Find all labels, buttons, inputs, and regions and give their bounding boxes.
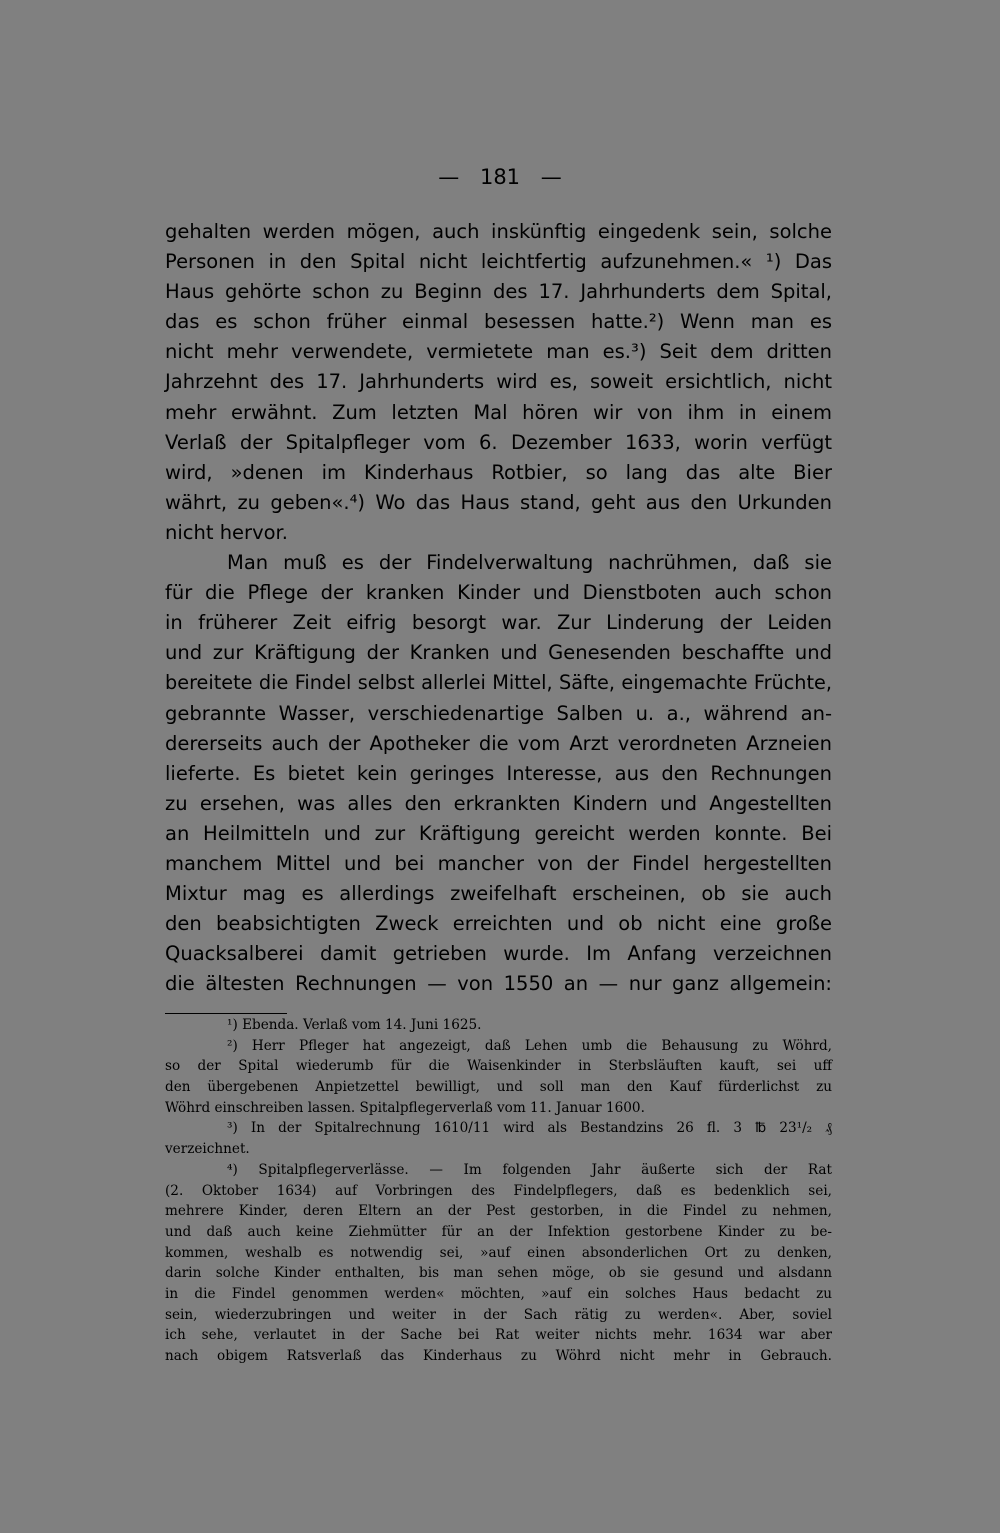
footnote-line: so der Spital wiederumb für die Waisenkinder in Sterbsläuften kauft, sei uff — [165, 1058, 832, 1075]
body-line: an Heilmitteln und zur Kräftigung gereicht werden konnte. Bei — [165, 821, 832, 845]
body-line: zu ersehen, was alles den erkrankten Kindern und Angestellten — [165, 791, 832, 815]
body-line: bereitete die Findel selbst allerlei Mittel, Säfte, eingemachte Früchte, — [165, 671, 832, 695]
body-line: währt, zu geben«.⁴) Wo das Haus stand, geht aus den Urkunden — [165, 490, 832, 514]
footnote-line: ³) In der Spitalrechnung 1610/11 wird als Bestandzins 26 fl. 3 ℔ 23¹/₂ ₰ — [227, 1120, 832, 1137]
body-line: und zur Kräftigung der Kranken und Genesenden beschaffte und — [165, 641, 832, 665]
body-line: mehr erwähnt. Zum letzten Mal hören wir von ihm in einem — [165, 400, 832, 424]
body-line: Quacksalberei damit getrieben wurde. Im Anfang verzeichnen — [165, 942, 832, 966]
body-line: wird, »denen im Kinderhaus Rotbier, so lang das alte Bier — [165, 460, 832, 484]
footnote-line: darin solche Kinder enthalten, bis man sehen möge, ob sie gesund und alsdann — [165, 1265, 832, 1282]
body-line: dererseits auch der Apotheker die vom Arzt verordneten Arzneien — [165, 731, 832, 755]
footnote-line: mehrere Kinder, deren Eltern an der Pest gestorben, in die Findel zu nehmen, — [165, 1203, 832, 1220]
body-line: die ältesten Rechnungen — von 1550 an — nur ganz allgemein: — [165, 972, 832, 996]
body-line: nicht mehr verwendete, vermietete man es.³) Seit dem dritten — [165, 340, 832, 364]
footnote-line: ich sehe, verlautet in der Sache bei Rat weiter nichts mehr. 1634 war aber — [165, 1327, 832, 1344]
footnote-line: ²) Herr Pfleger hat angezeigt, daß Lehen umb die Behausung zu Wöhrd, — [227, 1037, 832, 1054]
footnote-line: Wöhrd einschreiben lassen. Spitalpflegerverlaß vom 11. Januar 1600. — [165, 1099, 645, 1116]
footnote-line: verzeichnet. — [165, 1141, 250, 1158]
footnote-line: sein, wiederzubringen und weiter in der Sach rätig zu werden«. Aber, soviel — [165, 1306, 832, 1323]
body-line: Man muß es der Findelverwaltung nachrühmen, daß sie — [227, 551, 832, 575]
body-line: lieferte. Es bietet kein geringes Interesse, aus den Rechnungen — [165, 761, 832, 785]
body-line: Mixtur mag es allerdings zweifelhaft erscheinen, ob sie auch — [165, 882, 832, 906]
page-number: — 181 — — [438, 165, 562, 189]
body-line: das es schon früher einmal besessen hatte.²) Wenn man es — [165, 310, 832, 334]
body-line: Verlaß der Spitalpfleger vom 6. Dezember 1633, worin verfügt — [165, 430, 832, 454]
body-line: gebrannte Wasser, verschiedenartige Salben u. a., während an- — [165, 701, 832, 725]
body-line: Haus gehörte schon zu Beginn des 17. Jahrhunderts dem Spital, — [165, 280, 832, 304]
footnote-line: nach obigem Ratsverlaß das Kinderhaus zu Wöhrd nicht mehr in Gebrauch. — [165, 1348, 832, 1364]
footnotes — [165, 1015, 832, 1367]
body-text — [165, 217, 832, 999]
footnote-line: ¹) Ebenda. Verlaß vom 14. Juni 1625. — [227, 1017, 482, 1033]
body-line: in früherer Zeit eifrig besorgt war. Zur Linderung der Leiden — [165, 611, 832, 635]
footnote-line: (2. Oktober 1634) auf Vorbringen des Findelpflegers, daß es bedenklich sei, — [165, 1182, 832, 1199]
footnote-line: den übergebenen Anpietzettel bewilligt, und soll man den Kauf fürderlichst zu — [165, 1079, 832, 1096]
body-line: gehalten werden mögen, auch inskünftig eingedenk sein, solche — [165, 220, 832, 243]
footnote-line: ⁴) Spitalpflegerverlässe. — Im folgenden Jahr äußerte sich der Rat — [227, 1161, 832, 1178]
body-line: nicht hervor. — [165, 520, 288, 544]
body-line: Jahrzehnt des 17. Jahrhunderts wird es, soweit ersichtlich, nicht — [165, 370, 832, 394]
body-line: für die Pflege der kranken Kinder und Dienstboten auch schon — [165, 581, 832, 605]
body-line: den beabsichtigten Zweck erreichten und ob nicht eine große — [165, 912, 832, 936]
footnote-line: in die Findel genommen werden« möchten, »auf ein solches Haus bedacht zu — [165, 1285, 832, 1302]
footnote-line: kommen, weshalb es notwendig sei, »auf einen absonderlichen Ort zu denken, — [165, 1244, 832, 1261]
footnote-line: und daß auch keine Ziehmütter für an der Infektion gestorbene Kinder zu be- — [165, 1223, 832, 1240]
body-line: manchem Mittel und bei mancher von der Findel hergestellten — [165, 851, 832, 875]
footnote-separator — [165, 1013, 287, 1014]
body-line: Personen in den Spital nicht leichtfertig aufzunehmen.« ¹) Das — [165, 250, 832, 274]
